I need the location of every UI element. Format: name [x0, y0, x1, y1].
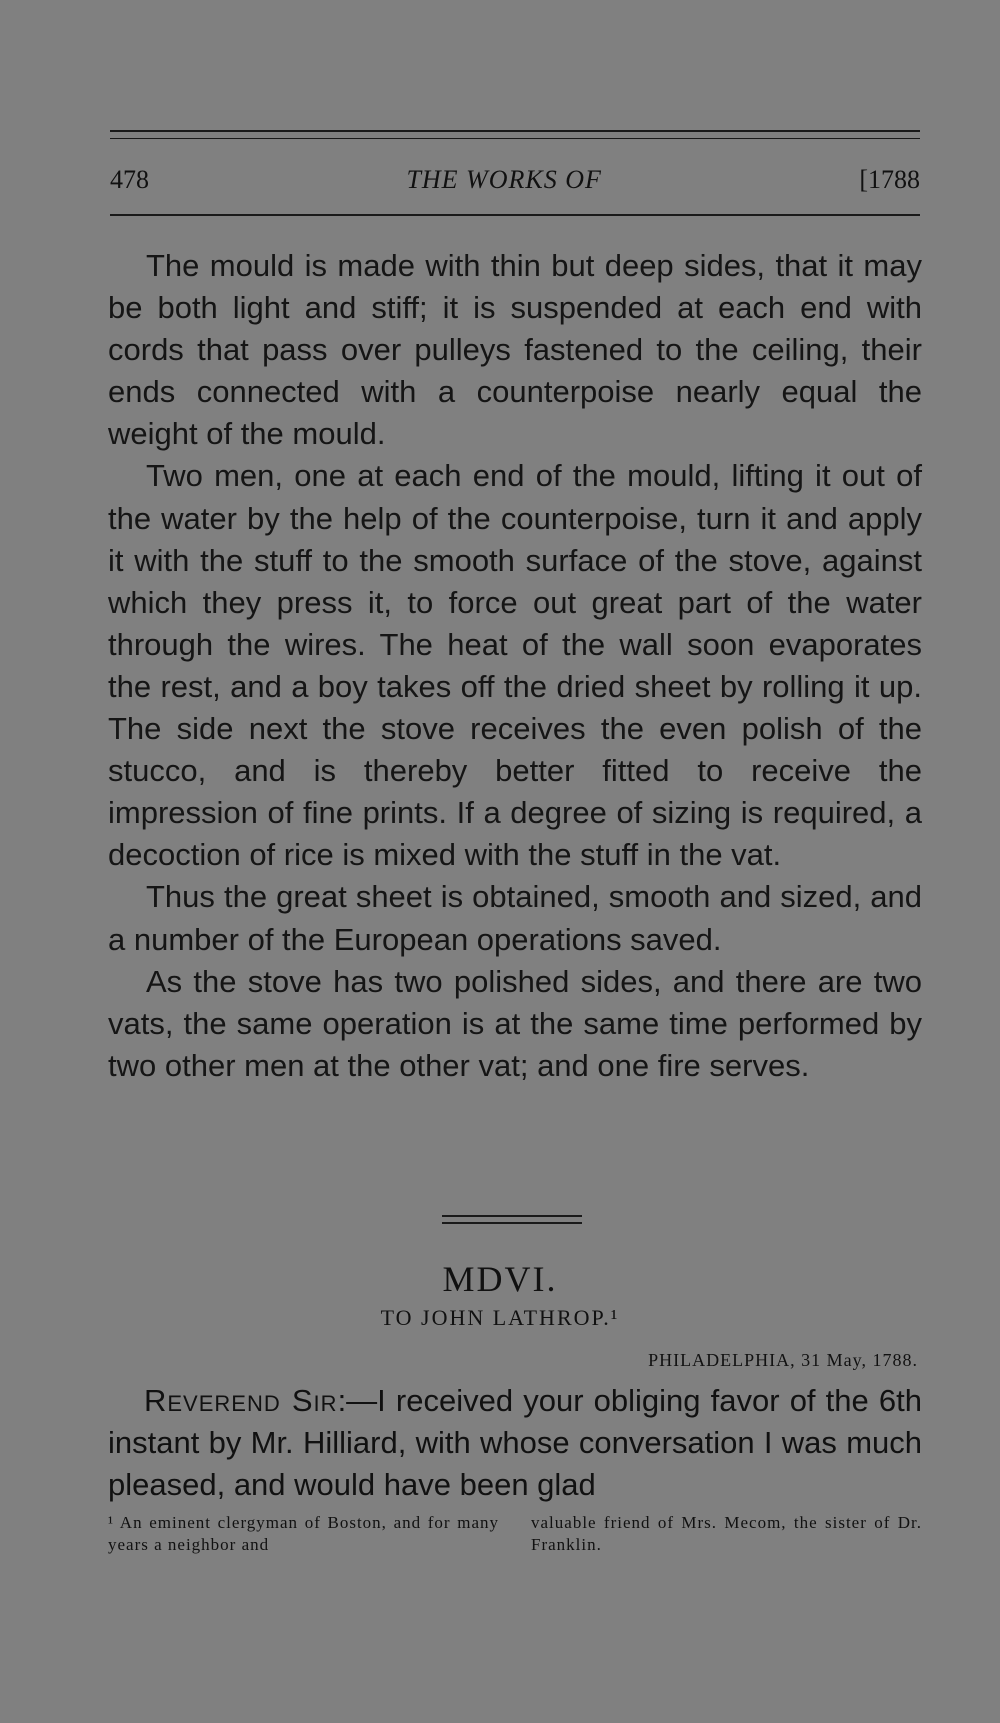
- letter-salutation: Reverend Sir: [144, 1383, 338, 1418]
- letter-recipient: TO JOHN LATHROP.¹: [380, 1305, 620, 1330]
- footnote: [108, 1512, 922, 1556]
- footnote-col-2: valuable friend of Mrs. Mecom, the sister of Dr. Franklin.: [531, 1513, 922, 1554]
- letter-text: :—I received your obliging favor of the 6th instant by Mr. Hilliard, with whose conversation I was much pleased, and would have been glad: [108, 1383, 922, 1502]
- header-year: [1788: [859, 165, 920, 194]
- running-title: THE WORKS OF: [406, 165, 602, 194]
- paragraph: Thus the great sheet is obtained, smooth and sized, and a number of the European operations saved.: [108, 879, 922, 957]
- footnote-col-1: ¹ An eminent clergyman of Boston, and for many years a neighbor and: [108, 1513, 499, 1554]
- paragraph: As the stove has two polished sides, and there are two vats, the same operation is at the same time performed by two other men at the other vat; and one fire serves.: [108, 963, 922, 1083]
- section-divider-2: [442, 1222, 582, 1224]
- letter-dateline: PHILADELPHIA, 31 May, 1788.: [648, 1350, 918, 1370]
- header-rule-top-2: [110, 138, 920, 139]
- letter-number: MDVI.: [442, 1259, 558, 1299]
- running-header: [110, 160, 920, 200]
- paragraph: The mould is made with thin but deep sides, that it may be both light and stiff; it is suspended at each end with cords that pass over pulleys fastened to the ceiling, their ends connected with a counterpoise nearly equal the weight of the mould.: [108, 248, 922, 452]
- section-divider-1: [442, 1215, 582, 1217]
- page-number: 478: [110, 165, 149, 194]
- header-rule-bottom: [110, 214, 920, 216]
- letter-body: [108, 1380, 922, 1506]
- body-text: [108, 245, 922, 1087]
- letter-paragraph: [108, 1380, 922, 1506]
- header-rule-top-1: [110, 130, 920, 132]
- paragraph: Two men, one at each end of the mould, lifting it out of the water by the help of the counterpoise, turn it and apply it with the stuff to the smooth surface of the stove, against which they press it, to force out great part of the water through the wires. The heat of the wall soon evaporates the rest, and a boy takes off the dried sheet by rolling it up. The side next the stove receives the even polish of the stucco, and is thereby better fitted to receive the impression of fine prints. If a degree of sizing is required, a decoction of rice is mixed with the stuff in the vat.: [108, 458, 922, 873]
